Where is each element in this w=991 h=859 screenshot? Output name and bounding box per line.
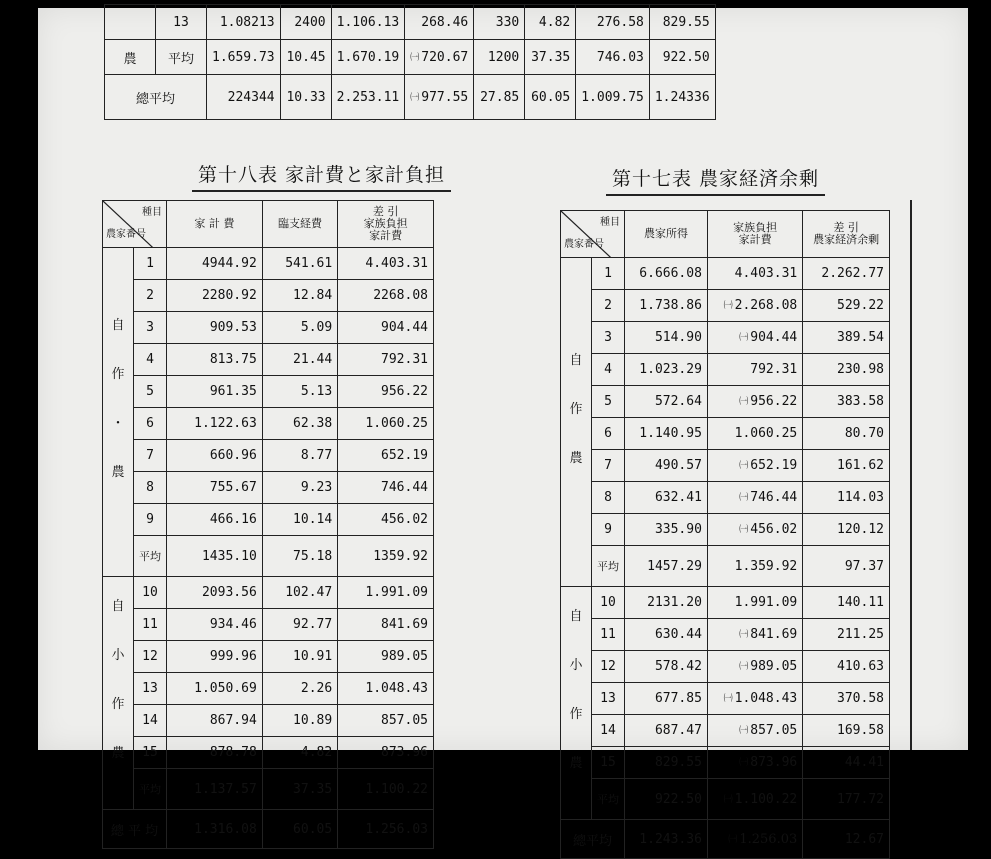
value-cell: 4.82 — [262, 737, 337, 769]
table18-title: 第十八表 家計費と家計負担 — [192, 160, 451, 192]
value-cell: 1.106.13 — [331, 5, 405, 40]
negative-mark: ㈠ — [410, 52, 420, 63]
value-cell: 37.35 — [262, 769, 337, 810]
cell-value: 746.44 — [750, 490, 798, 505]
row-number: 5 — [134, 376, 167, 408]
group-char: 小 — [569, 658, 583, 673]
header-row — [561, 211, 890, 258]
cell-value: 989.05 — [750, 659, 798, 674]
group-label — [561, 587, 592, 820]
value-cell: 44.41 — [803, 747, 890, 779]
row-number: 15 — [592, 747, 625, 779]
group-char: 作 — [111, 697, 125, 712]
row-number: 2 — [134, 280, 167, 312]
value-cell: 514.90 — [625, 322, 708, 354]
value-cell: 746.44 — [338, 472, 434, 504]
value-cell: 2400 — [280, 5, 331, 40]
table-row — [103, 609, 434, 641]
value-cell: 1.100.22 — [338, 769, 434, 810]
value-cell — [707, 651, 802, 683]
row-number: 6 — [592, 418, 625, 450]
row-number: 7 — [592, 450, 625, 482]
negative-mark: ㈠ — [739, 493, 749, 503]
row-number: 11 — [134, 609, 167, 641]
row-number: 10 — [592, 587, 625, 619]
value-cell — [405, 75, 474, 120]
value-cell — [707, 820, 802, 859]
value-cell: 75.18 — [262, 536, 337, 577]
value-cell: 230.98 — [803, 354, 890, 386]
value-cell: 956.22 — [338, 376, 434, 408]
table-row — [561, 747, 890, 779]
row-number: 8 — [134, 472, 167, 504]
value-cell: 27.85 — [474, 75, 525, 120]
top-table-fragment — [104, 4, 716, 120]
corner-header — [561, 211, 625, 258]
corner-top-label: 種目 — [600, 217, 620, 228]
value-cell: 1.991.09 — [338, 577, 434, 609]
value-cell: 21.44 — [262, 344, 337, 376]
row-number: 1 — [592, 258, 625, 290]
value-cell: 867.94 — [167, 705, 263, 737]
value-cell: 2280.92 — [167, 280, 263, 312]
value-cell: 1.137.57 — [167, 769, 263, 810]
group-char: 自 — [111, 599, 125, 614]
value-cell — [707, 683, 802, 715]
value-cell: 224344 — [207, 75, 281, 120]
value-cell — [405, 40, 474, 75]
corner-header — [103, 201, 167, 248]
row-number: 9 — [134, 504, 167, 536]
value-cell: 389.54 — [803, 322, 890, 354]
value-cell: 383.58 — [803, 386, 890, 418]
row-number: 13 — [134, 673, 167, 705]
value-cell: 140.11 — [803, 587, 890, 619]
value-cell: 1200 — [474, 40, 525, 75]
table-row — [103, 376, 434, 408]
average-label: 平均 — [592, 546, 625, 587]
row-number: 4 — [592, 354, 625, 386]
value-cell: 490.57 — [625, 450, 708, 482]
value-cell: 1.122.63 — [167, 408, 263, 440]
value-cell — [707, 322, 802, 354]
value-cell: 1.659.73 — [207, 40, 281, 75]
corner-top-label: 種目 — [142, 207, 162, 218]
value-cell: 1457.29 — [625, 546, 708, 587]
value-cell: 1.316.08 — [167, 810, 263, 849]
value-cell: 541.61 — [262, 248, 337, 280]
row-number: 13 — [156, 5, 207, 40]
value-cell: 961.35 — [167, 376, 263, 408]
value-cell: 8.77 — [262, 440, 337, 472]
value-cell: 4944.92 — [167, 248, 263, 280]
header-row — [103, 201, 434, 248]
value-cell — [707, 418, 802, 450]
table-row — [561, 290, 890, 322]
column-header: 農家所得 — [625, 211, 708, 258]
table-row — [561, 386, 890, 418]
row-number: 9 — [592, 514, 625, 546]
value-cell — [405, 5, 474, 40]
value-cell — [707, 514, 802, 546]
table-row — [105, 75, 716, 120]
value-cell: 1.140.95 — [625, 418, 708, 450]
negative-mark: ㈠ — [723, 694, 733, 704]
table-row — [103, 577, 434, 609]
table-row — [103, 440, 434, 472]
table-row — [105, 40, 716, 75]
cell-value: 977.55 — [421, 89, 469, 105]
average-label: 平均 — [592, 779, 625, 820]
value-cell — [707, 747, 802, 779]
table-row — [561, 354, 890, 386]
group-label — [105, 5, 156, 40]
group-char: 農 — [111, 465, 125, 480]
value-cell: 92.77 — [262, 609, 337, 641]
value-cell: 114.03 — [803, 482, 890, 514]
column-header: 差 引 家族負担 家計費 — [338, 201, 434, 248]
value-cell: 1.048.43 — [338, 673, 434, 705]
value-cell: 10.33 — [280, 75, 331, 120]
table-row — [103, 641, 434, 673]
table18 — [102, 200, 434, 849]
cell-value: 4.403.31 — [734, 266, 798, 281]
value-cell: 660.96 — [167, 440, 263, 472]
table-row — [103, 737, 434, 769]
value-cell: 120.12 — [803, 514, 890, 546]
value-cell: 335.90 — [625, 514, 708, 546]
value-cell: 578.42 — [625, 651, 708, 683]
total-row — [561, 820, 890, 859]
cell-value: 1.256.03 — [739, 831, 798, 847]
value-cell: 873.96 — [338, 737, 434, 769]
total-row — [103, 810, 434, 849]
row-number: 平均 — [156, 40, 207, 75]
row-number: 3 — [134, 312, 167, 344]
negative-mark: ㈠ — [739, 397, 749, 407]
value-cell: 12.67 — [803, 820, 890, 859]
table17 — [560, 210, 890, 859]
table-row — [103, 408, 434, 440]
average-label: 平均 — [134, 536, 167, 577]
negative-mark: ㈠ — [410, 92, 420, 103]
group-char: 農 — [111, 746, 125, 761]
row-number: 14 — [134, 705, 167, 737]
total-label: 總平均 — [105, 75, 207, 120]
negative-mark: ㈠ — [723, 794, 733, 805]
value-cell: 989.05 — [338, 641, 434, 673]
total-label: 總平均 — [561, 820, 625, 859]
row-number: 10 — [134, 577, 167, 609]
row-number: 6 — [134, 408, 167, 440]
cell-value: 1.991.09 — [734, 595, 798, 610]
cell-value: 873.96 — [750, 755, 798, 770]
table-row — [561, 258, 890, 290]
value-cell: 904.44 — [338, 312, 434, 344]
value-cell: 62.38 — [262, 408, 337, 440]
value-cell: 9.23 — [262, 472, 337, 504]
table-row — [561, 514, 890, 546]
cell-value: 1.100.22 — [734, 791, 798, 807]
cell-value: 2.268.08 — [734, 298, 798, 313]
row-number: 12 — [592, 651, 625, 683]
corner-bottom-label: 農家番号 — [106, 229, 146, 240]
group-label — [561, 258, 592, 587]
table-row — [561, 450, 890, 482]
value-cell: 370.58 — [803, 683, 890, 715]
value-cell: 4.82 — [525, 5, 576, 40]
value-cell: 1.08213 — [207, 5, 281, 40]
value-cell: 211.25 — [803, 619, 890, 651]
row-number: 5 — [592, 386, 625, 418]
group-char: 農 — [569, 756, 583, 771]
cell-value: 956.22 — [750, 394, 798, 409]
value-cell: 410.63 — [803, 651, 890, 683]
value-cell: 829.55 — [649, 5, 715, 40]
table-row — [103, 280, 434, 312]
negative-mark: ㈠ — [739, 662, 749, 672]
row-number: 7 — [134, 440, 167, 472]
value-cell — [707, 715, 802, 747]
value-cell: 1359.92 — [338, 536, 434, 577]
negative-mark: ㈠ — [723, 301, 733, 311]
value-cell — [707, 258, 802, 290]
group-char: 作 — [111, 367, 125, 382]
row-number: 11 — [592, 619, 625, 651]
average-row — [561, 546, 890, 587]
cell-value: 456.02 — [750, 522, 798, 537]
value-cell: 2093.56 — [167, 577, 263, 609]
group-char: 小 — [111, 648, 125, 663]
column-header: 差 引 農家経済余剰 — [803, 211, 890, 258]
group-char: 作 — [569, 707, 583, 722]
value-cell: 2.262.77 — [803, 258, 890, 290]
value-cell: 456.02 — [338, 504, 434, 536]
group-char: ・ — [111, 416, 125, 431]
row-number: 13 — [592, 683, 625, 715]
value-cell: 5.09 — [262, 312, 337, 344]
negative-mark: ㈠ — [739, 461, 749, 471]
negative-mark: ㈠ — [739, 726, 749, 736]
value-cell: 677.85 — [625, 683, 708, 715]
column-header: 家 計 費 — [167, 201, 263, 248]
value-cell: 922.50 — [649, 40, 715, 75]
table-row — [105, 5, 716, 40]
value-cell: 102.47 — [262, 577, 337, 609]
group-label — [103, 248, 134, 577]
group-char: 自 — [569, 352, 583, 368]
value-cell: 687.47 — [625, 715, 708, 747]
value-cell: 2.253.11 — [331, 75, 405, 120]
value-cell: 1.050.69 — [167, 673, 263, 705]
value-cell: 10.45 — [280, 40, 331, 75]
value-cell: 878.78 — [167, 737, 263, 769]
value-cell: 169.58 — [803, 715, 890, 747]
value-cell: 60.05 — [262, 810, 337, 849]
value-cell: 60.05 — [525, 75, 576, 120]
table-row — [561, 587, 890, 619]
group-label: 農 — [105, 40, 156, 75]
table-row — [561, 418, 890, 450]
value-cell: 630.44 — [625, 619, 708, 651]
value-cell: 80.70 — [803, 418, 890, 450]
value-cell: 529.22 — [803, 290, 890, 322]
value-cell: 276.58 — [576, 5, 650, 40]
average-label: 平均 — [134, 769, 167, 810]
row-number: 1 — [134, 248, 167, 280]
value-cell — [707, 450, 802, 482]
table-row — [561, 683, 890, 715]
value-cell — [707, 354, 802, 386]
cell-value: 857.05 — [750, 723, 798, 738]
value-cell — [707, 779, 802, 820]
value-cell — [707, 587, 802, 619]
value-cell: 10.91 — [262, 641, 337, 673]
value-cell — [707, 386, 802, 418]
row-number: 14 — [592, 715, 625, 747]
value-cell: 330 — [474, 5, 525, 40]
value-cell: 4.403.31 — [338, 248, 434, 280]
value-cell: 5.13 — [262, 376, 337, 408]
value-cell: 755.67 — [167, 472, 263, 504]
value-cell: 922.50 — [625, 779, 708, 820]
table-row — [103, 705, 434, 737]
table-row — [561, 619, 890, 651]
row-number: 12 — [134, 641, 167, 673]
value-cell — [707, 482, 802, 514]
average-row — [561, 779, 890, 820]
value-cell: 792.31 — [338, 344, 434, 376]
cell-value: 720.67 — [421, 49, 469, 65]
value-cell: 1.24336 — [649, 75, 715, 120]
negative-mark: ㈠ — [728, 834, 738, 845]
average-row — [103, 769, 434, 810]
value-cell: 1.243.36 — [625, 820, 708, 859]
table-row — [561, 715, 890, 747]
value-cell: 12.84 — [262, 280, 337, 312]
table-row — [103, 248, 434, 280]
cell-value: 1.359.92 — [734, 558, 798, 574]
page-fold-line — [910, 200, 912, 750]
group-char: 作 — [569, 401, 583, 417]
value-cell: 37.35 — [525, 40, 576, 75]
row-number: 8 — [592, 482, 625, 514]
average-row — [103, 536, 434, 577]
table-row — [561, 322, 890, 354]
value-cell: 909.53 — [167, 312, 263, 344]
value-cell: 934.46 — [167, 609, 263, 641]
table-row — [561, 482, 890, 514]
value-cell: 999.96 — [167, 641, 263, 673]
value-cell: 1.060.25 — [338, 408, 434, 440]
column-header: 家族負担 家計費 — [707, 211, 802, 258]
value-cell: 1.023.29 — [625, 354, 708, 386]
cell-value: 652.19 — [750, 458, 798, 473]
value-cell — [707, 619, 802, 651]
negative-mark: ㈠ — [739, 758, 749, 768]
value-cell: 829.55 — [625, 747, 708, 779]
value-cell: 1.009.75 — [576, 75, 650, 120]
value-cell: 1435.10 — [167, 536, 263, 577]
value-cell — [707, 290, 802, 322]
value-cell: 161.62 — [803, 450, 890, 482]
value-cell: 746.03 — [576, 40, 650, 75]
group-char: 自 — [569, 609, 583, 624]
value-cell: 572.64 — [625, 386, 708, 418]
value-cell: 10.89 — [262, 705, 337, 737]
value-cell: 97.37 — [803, 546, 890, 587]
value-cell: 10.14 — [262, 504, 337, 536]
value-cell: 632.41 — [625, 482, 708, 514]
value-cell: 652.19 — [338, 440, 434, 472]
value-cell: 2.26 — [262, 673, 337, 705]
row-number: 15 — [134, 737, 167, 769]
cell-value: 792.31 — [750, 362, 798, 377]
table-row — [561, 651, 890, 683]
cell-value: 841.69 — [750, 627, 798, 642]
value-cell: 857.05 — [338, 705, 434, 737]
value-cell: 2268.08 — [338, 280, 434, 312]
value-cell: 1.256.03 — [338, 810, 434, 849]
cell-value: 1.048.43 — [734, 691, 798, 706]
total-label: 總 平 均 — [103, 810, 167, 849]
value-cell: 841.69 — [338, 609, 434, 641]
cell-value: 904.44 — [750, 330, 798, 345]
table-row — [103, 504, 434, 536]
value-cell: 466.16 — [167, 504, 263, 536]
negative-mark: ㈠ — [739, 525, 749, 535]
row-number: 4 — [134, 344, 167, 376]
value-cell: 1.738.86 — [625, 290, 708, 322]
table-row — [103, 673, 434, 705]
table-row — [103, 312, 434, 344]
group-label — [103, 577, 134, 810]
cell-value: 268.46 — [421, 14, 469, 30]
negative-mark: ㈠ — [739, 630, 749, 640]
value-cell: 2131.20 — [625, 587, 708, 619]
group-char: 自 — [111, 318, 125, 333]
column-header: 臨支経費 — [262, 201, 337, 248]
value-cell: 1.670.19 — [331, 40, 405, 75]
table17-title: 第十七表 農家経済余剰 — [606, 164, 825, 196]
negative-mark: ㈠ — [739, 333, 749, 343]
value-cell: 177.72 — [803, 779, 890, 820]
row-number: 2 — [592, 290, 625, 322]
value-cell — [707, 546, 802, 587]
cell-value: 1.060.25 — [734, 426, 798, 441]
table-row — [103, 472, 434, 504]
value-cell: 6.666.08 — [625, 258, 708, 290]
row-number: 3 — [592, 322, 625, 354]
group-char: 農 — [569, 450, 583, 466]
corner-bottom-label: 農家番号 — [564, 239, 604, 250]
table-row — [103, 344, 434, 376]
value-cell: 813.75 — [167, 344, 263, 376]
